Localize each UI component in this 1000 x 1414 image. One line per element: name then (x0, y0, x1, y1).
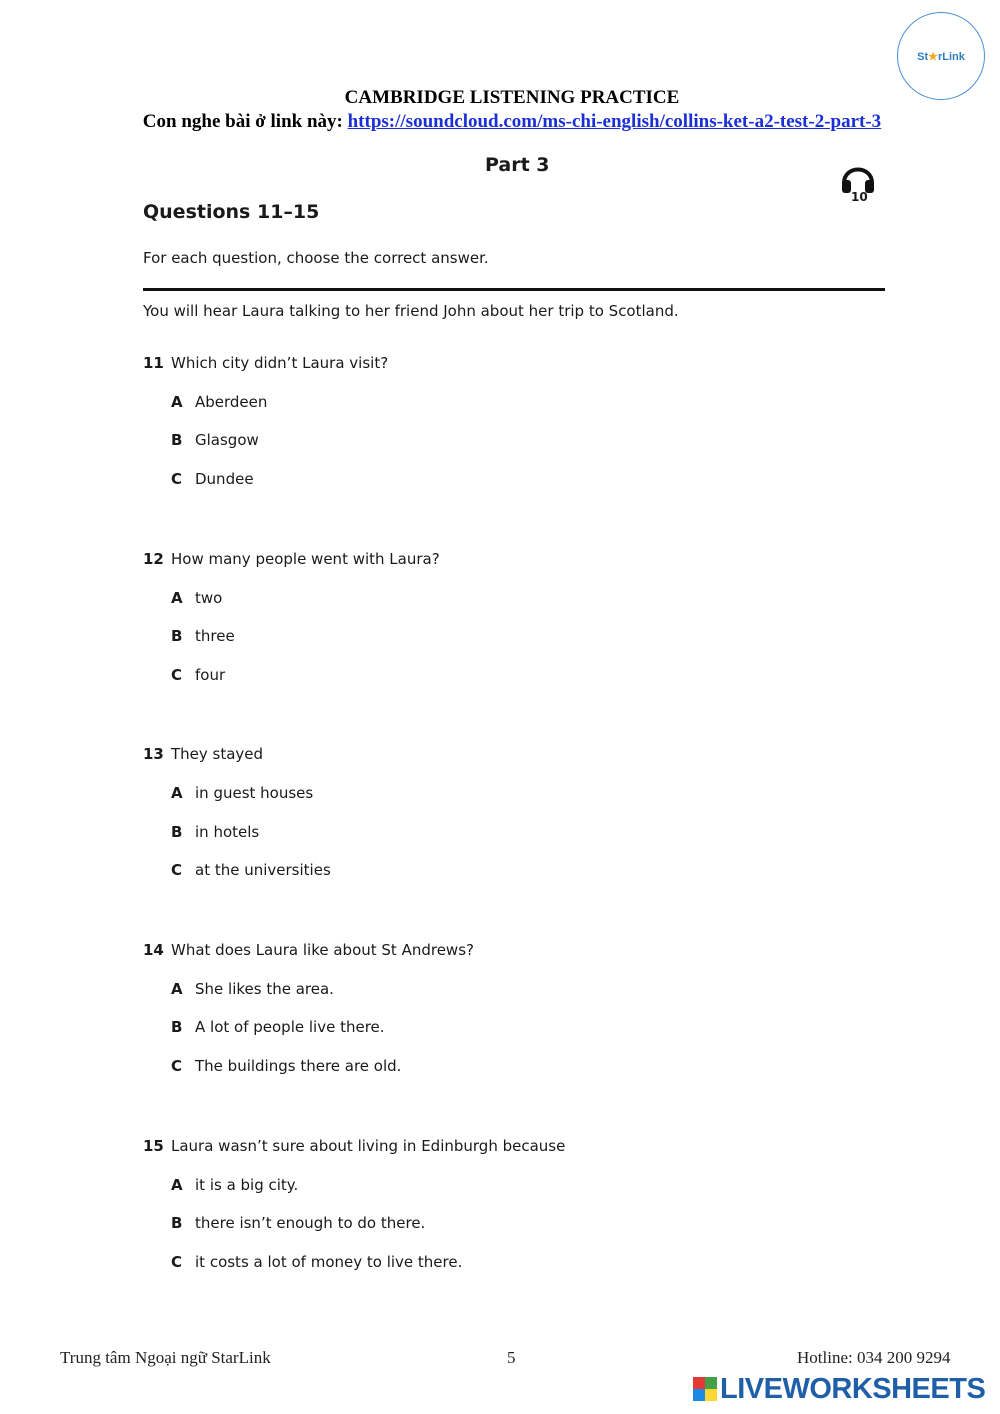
option-text: there isn’t enough to do there. (195, 1214, 426, 1232)
page-number: 5 (507, 1348, 516, 1367)
option-text: at the universities (195, 861, 331, 879)
option-text: Glasgow (195, 431, 259, 449)
question-number: 15 (143, 1137, 164, 1155)
option-letter: A (171, 1176, 183, 1194)
option-letter: A (171, 980, 183, 998)
option-text: it is a big city. (195, 1176, 299, 1194)
option-letter: A (171, 393, 183, 411)
option-12-b[interactable] (171, 627, 235, 645)
option-text: two (195, 589, 223, 607)
option-text: The buildings there are old. (195, 1057, 402, 1075)
option-15-b[interactable] (171, 1214, 425, 1232)
option-14-c[interactable] (171, 1057, 401, 1075)
option-letter: A (171, 589, 183, 607)
soundcloud-link[interactable]: https://soundcloud.com/ms-chi-english/collins-ket-a2-test-2-part-3 (347, 111, 882, 132)
question-12 (143, 550, 440, 568)
logo-text: St★rLink (917, 50, 965, 63)
divider (143, 288, 885, 291)
question-11 (143, 354, 388, 372)
option-letter: C (171, 1253, 183, 1271)
option-text: in hotels (195, 823, 260, 841)
question-14 (143, 941, 474, 959)
instruction-text: For each question, choose the correct answer. (143, 249, 489, 267)
liveworksheets-brand (693, 1374, 985, 1404)
question-number: 13 (143, 745, 164, 763)
option-text: in guest houses (195, 784, 314, 802)
option-letter: B (171, 627, 183, 645)
track-number: 10 (851, 190, 868, 204)
option-letter: C (171, 1057, 183, 1075)
option-text: Aberdeen (195, 393, 268, 411)
option-letter: B (171, 431, 183, 449)
question-text: Which city didn’t Laura visit? (171, 354, 389, 372)
questions-title: Questions 11–15 (143, 201, 320, 223)
liveworksheets-icon (693, 1377, 717, 1401)
intro-text: You will hear Laura talking to her friend John about her trip to Scotland. (143, 302, 679, 320)
question-15 (143, 1137, 565, 1155)
option-11-b[interactable] (171, 431, 259, 449)
footer-center-name: Trung tâm Ngoại ngữ StarLink (60, 1348, 271, 1367)
question-text: Laura wasn’t sure about living in Edinburgh because (171, 1137, 566, 1155)
part-title: Part 3 (485, 154, 550, 176)
option-text: three (195, 627, 235, 645)
question-text: How many people went with Laura? (171, 550, 440, 568)
option-11-a[interactable] (171, 393, 267, 411)
option-letter: B (171, 1214, 183, 1232)
option-11-c[interactable] (171, 470, 254, 488)
option-14-b[interactable] (171, 1018, 385, 1036)
question-number: 12 (143, 550, 164, 568)
option-text: Dundee (195, 470, 254, 488)
option-15-a[interactable] (171, 1176, 298, 1194)
brand-text: LIVEWORKSHEETS (720, 1373, 986, 1405)
footer-hotline: Hotline: 034 200 9294 (797, 1348, 951, 1367)
star-icon: ★ (928, 50, 938, 63)
option-text: it costs a lot of money to live there. (195, 1253, 463, 1271)
option-letter: B (171, 1018, 183, 1036)
header-link-prefix: Con nghe bài ở link này: (142, 111, 348, 132)
option-letter: C (171, 861, 183, 879)
option-letter: A (171, 784, 183, 802)
option-12-c[interactable] (171, 666, 225, 684)
option-letter: C (171, 470, 183, 488)
option-14-a[interactable] (171, 980, 334, 998)
option-15-c[interactable] (171, 1253, 462, 1271)
page-header (0, 86, 1000, 134)
header-link-line (0, 110, 1000, 134)
option-letter: C (171, 666, 183, 684)
option-text: four (195, 666, 226, 684)
option-13-b[interactable] (171, 823, 259, 841)
question-text: They stayed (171, 745, 264, 763)
question-number: 11 (143, 354, 164, 372)
option-13-c[interactable] (171, 861, 331, 879)
option-letter: B (171, 823, 183, 841)
question-13 (143, 745, 263, 763)
header-title: CAMBRIDGE LISTENING PRACTICE (344, 87, 680, 108)
option-text: She likes the area. (195, 980, 334, 998)
option-13-a[interactable] (171, 784, 313, 802)
option-text: A lot of people live there. (195, 1018, 385, 1036)
question-text: What does Laura like about St Andrews? (171, 941, 474, 959)
option-12-a[interactable] (171, 589, 222, 607)
question-number: 14 (143, 941, 164, 959)
